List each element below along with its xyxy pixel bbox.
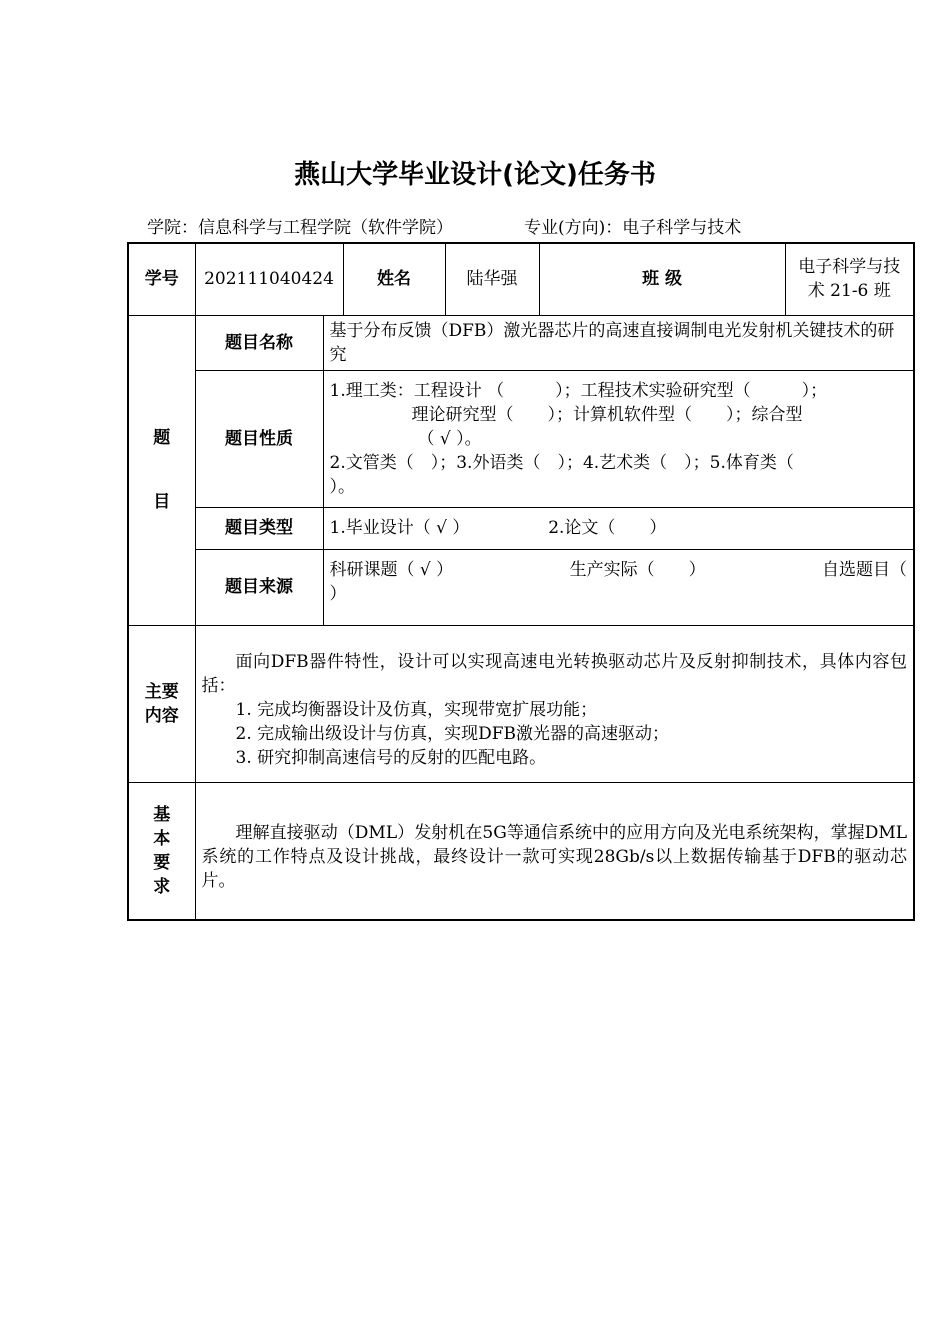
type-option-paper: 2.论文（ ） [548, 518, 667, 538]
topic-source-label: 题目来源 [195, 549, 323, 625]
type-option-thesis-design: 1.毕业设计（ √ ） [329, 518, 470, 538]
topic-name-value: 基于分布反馈（DFB）激光器芯片的高速直接调制电光发射机关键技术的研究 [323, 315, 914, 370]
topic-name-label: 题目名称 [195, 315, 323, 370]
nature-line-3: （ √ ）。 [417, 428, 482, 449]
nature-line-2: 理论研究型（ ）；计算机软件型（ ）；综合型 [411, 404, 803, 425]
basic-requirements-body [195, 782, 914, 920]
main-content-item-2: 2. 完成输出级设计与仿真，实现DFB激光器的高速驱动； [235, 723, 670, 744]
main-content-item-1: 1. 完成均衡器设计及仿真，实现带宽扩展功能； [235, 699, 598, 720]
main-content-intro: 面向DFB器件特性，设计可以实现高速电光转换驱动芯片及反射抑制技术，具体内容包括： [201, 651, 908, 696]
source-option-self-selected-end: ） [329, 583, 347, 604]
topic-source-options [323, 549, 914, 625]
name-label: 姓名 [343, 243, 445, 315]
topic-char-1: 题 [153, 428, 171, 448]
basic-requirements-label [128, 782, 195, 920]
class-label: 班 级 [539, 243, 785, 315]
main-content-row [128, 625, 914, 782]
basic-req-char-2: 本 [153, 828, 171, 849]
main-content-label [128, 625, 195, 782]
topic-nature-label: 题目性质 [195, 370, 323, 507]
main-content-item-3: 3. 研究抑制高速信号的反射的匹配电路。 [235, 747, 547, 768]
topic-nature-options [323, 370, 914, 507]
class-value [785, 243, 914, 315]
topic-source-row [128, 549, 914, 625]
document-title: 燕山大学毕业设计(论文)任务书 [294, 160, 656, 190]
topic-type-row [128, 507, 914, 549]
topic-nature-row [128, 370, 914, 507]
source-option-production: 生产实际（ ） [569, 559, 706, 580]
task-table [127, 242, 915, 921]
topic-char-2: 目 [153, 492, 171, 512]
main-content-body [195, 625, 914, 782]
class-value-line1: 电子科学与技 [798, 257, 901, 278]
major-info: 专业(方向)：电子科学与技术 [524, 218, 742, 238]
topic-name-row [128, 315, 914, 370]
header-row [128, 243, 914, 315]
topic-type-options [323, 507, 914, 549]
basic-requirements-row [128, 782, 914, 920]
student-id-value: 202111040424 [195, 243, 343, 315]
main-content-label-1: 主要 [144, 681, 179, 702]
basic-requirements-text: 理解直接驱动（DML）发射机在5G等通信系统中的应用方向及光电系统架构，掌握DML系统的工作特点及设计挑战，最终设计一款可实现28Gb/s以上数据传输基于DFB的驱动芯片。 [201, 822, 908, 891]
main-content-label-2: 内容 [144, 705, 179, 726]
basic-req-char-4: 求 [153, 876, 171, 897]
nature-line-4: 2.文管类（ ）；3.外语类（ ）；4.艺术类（ ）；5.体育类（ [329, 452, 794, 473]
nature-line-1: 1.理工类：工程设计 （ ）；工程技术实验研究型（ ）； [329, 380, 828, 401]
basic-req-char-3: 要 [153, 852, 171, 873]
class-value-line2: 术 21-6 班 [807, 281, 891, 302]
student-id-label: 学号 [128, 243, 195, 315]
source-option-self-selected: 自选题目（ [822, 559, 908, 580]
source-option-research: 科研课题（ √ ） [329, 559, 454, 580]
basic-req-char-1: 基 [153, 804, 171, 825]
college-info: 学院：信息科学与工程学院（软件学院） [147, 218, 453, 238]
topic-type-label: 题目类型 [195, 507, 323, 549]
name-value: 陆华强 [445, 243, 539, 315]
topic-group-label [128, 315, 195, 625]
nature-line-5: ）。 [329, 476, 355, 497]
